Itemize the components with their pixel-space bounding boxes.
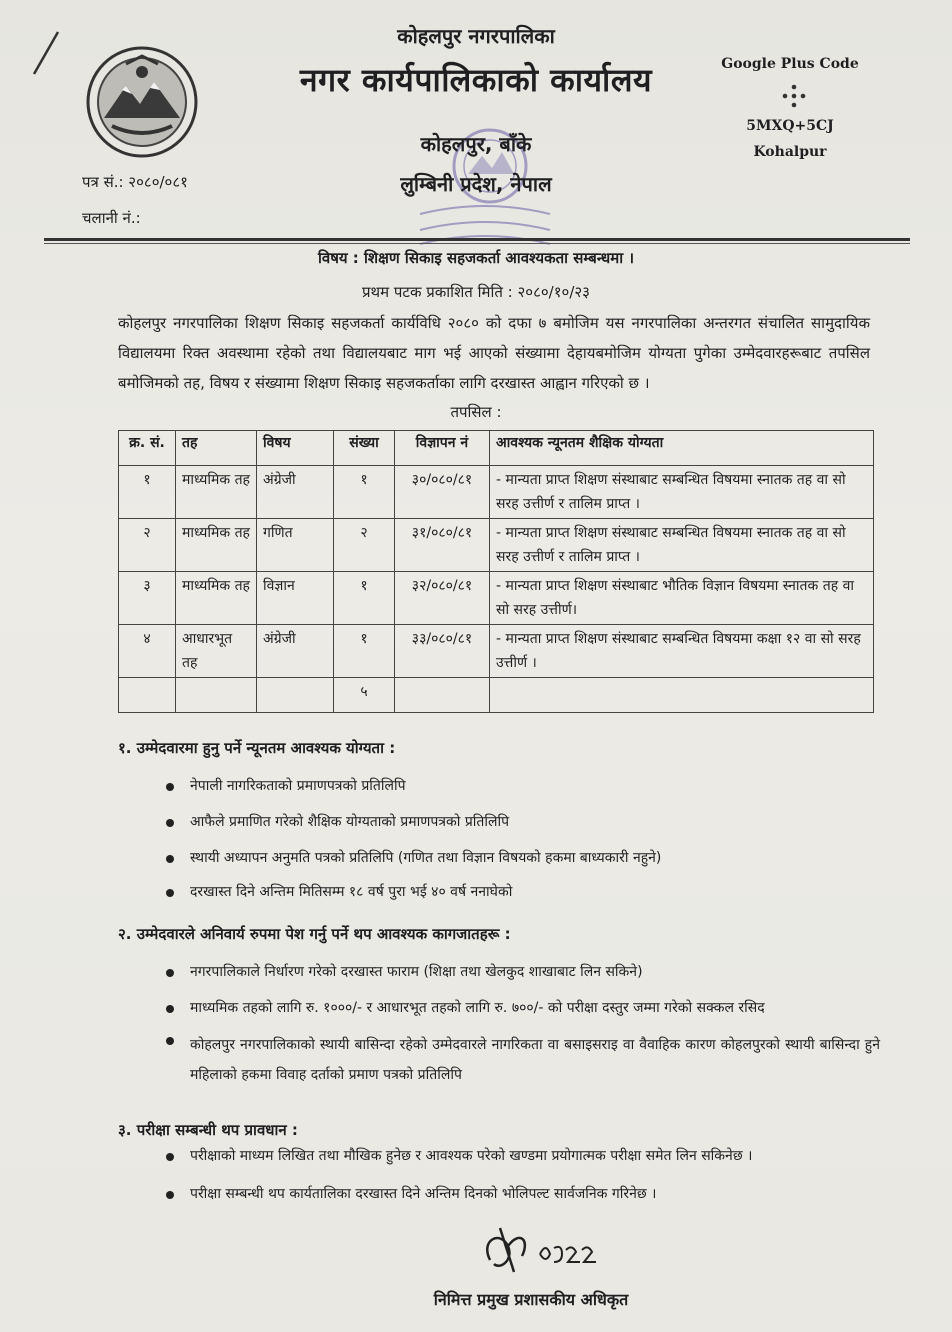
table-total-row bbox=[119, 678, 874, 713]
cell-adv-no: ३२/०८०/८१ bbox=[395, 572, 490, 625]
cell-level: माध्यमिक तह bbox=[176, 572, 257, 625]
signature-icon bbox=[470, 1220, 640, 1290]
address-line-1: कोहलपुर, बाँके bbox=[420, 132, 532, 156]
google-plus-code: 5MXQ+5CJ bbox=[746, 118, 834, 134]
office-title: नगर कार्यपालिकाको कार्यालय bbox=[299, 61, 653, 99]
table-row bbox=[119, 625, 874, 678]
total-count: ५ bbox=[334, 678, 395, 713]
cell-qualification: - मान्यता प्राप्त शिक्षण संस्थाबाट सम्बन्धित विषयमा स्नातक तह वा सो सरह उत्तीर्ण र तालिम प्राप्त । bbox=[490, 519, 874, 572]
list-item: आफैले प्रमाणित गरेको शैक्षिक योग्यताको प्रमाणपत्रको प्रतिलिपि bbox=[190, 812, 880, 831]
col-header-serial: क्र. सं. bbox=[119, 431, 176, 466]
cell-qualification: - मान्यता प्राप्त शिक्षण संस्थाबाट सम्बन्धित विषयमा कक्षा १२ वा सो सरह उत्तीर्ण । bbox=[490, 625, 874, 678]
cell-count: १ bbox=[334, 625, 395, 678]
col-header-level: तह bbox=[176, 431, 257, 466]
cell-count: १ bbox=[334, 572, 395, 625]
cell-adv-no: ३०/०८०/८१ bbox=[395, 466, 490, 519]
notice-subject: विषय : शिक्षण सिकाइ सहजकर्ता आवश्यकता सम्बन्धमा । bbox=[317, 249, 635, 267]
list-item: माध्यमिक तहको लागि रु. १०००/- र आधारभूत तहको लागि रु. ७००/- को परीक्षा दस्तुर जम्मा गरेको सक्कल रसिद bbox=[190, 998, 880, 1017]
section-title-exam: ३. परीक्षा सम्बन्धी थप प्रावधान : bbox=[118, 1121, 298, 1139]
cell-empty bbox=[257, 678, 334, 713]
col-header-count: संख्या bbox=[334, 431, 395, 466]
google-plus-label: Google Plus Code bbox=[721, 56, 859, 72]
list-item: नेपाली नागरिकताको प्रमाणपत्रको प्रतिलिपि bbox=[190, 776, 880, 795]
cell-empty bbox=[395, 678, 490, 713]
header-divider bbox=[44, 238, 910, 241]
cell-empty bbox=[176, 678, 257, 713]
vacancy-table bbox=[118, 430, 874, 713]
cell-serial: ४ bbox=[119, 625, 176, 678]
municipality-name: कोहलपुर नगरपालिका bbox=[397, 24, 555, 48]
first-published-date: प्रथम पटक प्रकाशित मिति : २०८०/१०/२३ bbox=[362, 283, 590, 301]
table-row bbox=[119, 519, 874, 572]
cell-subject: अंग्रेजी bbox=[257, 625, 334, 678]
dispatch-number: चलानी नं.: bbox=[82, 209, 141, 227]
reference-number: पत्र सं.: २०८०/०८१ bbox=[82, 173, 188, 191]
col-header-adv-no: विज्ञापन नं bbox=[395, 431, 490, 466]
cell-serial: ३ bbox=[119, 572, 176, 625]
list-item: नगरपालिकाले निर्धारण गरेको दरखास्त फाराम (शिक्षा तथा खेलकुद शाखाबाट लिन सकिने) bbox=[190, 962, 880, 981]
cell-level: माध्यमिक तह bbox=[176, 519, 257, 572]
google-plus-city: Kohalpur bbox=[753, 144, 827, 160]
section-title-qualifications: १. उम्मेदवारमा हुनु पर्ने न्यूनतम आवश्यक योग्यता : bbox=[118, 739, 396, 757]
cell-subject: विज्ञान bbox=[257, 572, 334, 625]
cell-level: माध्यमिक तह bbox=[176, 466, 257, 519]
cell-subject: गणित bbox=[257, 519, 334, 572]
col-header-qualification: आवश्यक न्यूनतम शैक्षिक योग्यता bbox=[490, 431, 874, 466]
cell-count: २ bbox=[334, 519, 395, 572]
table-row bbox=[119, 466, 874, 519]
cell-count: १ bbox=[334, 466, 395, 519]
plus-code-icon bbox=[782, 84, 806, 108]
list-item: परीक्षा सम्बन्धी थप कार्यतालिका दरखास्त दिने अन्तिम दिनको भोलिपल्ट सार्वजनिक गरिनेछ । bbox=[190, 1184, 880, 1203]
schedule-label: तपसिल : bbox=[450, 403, 502, 421]
cell-qualification: - मान्यता प्राप्त शिक्षण संस्थाबाट भौतिक विज्ञान विषयमा स्नातक तह वा सो सरह उत्तीर्ण। bbox=[490, 572, 874, 625]
list-item: परीक्षाको माध्यम लिखित तथा मौखिक हुनेछ र आवश्यक परेको खण्डमा प्रयोगात्मक परीक्षा समेत लिन सकिनेछ । bbox=[190, 1146, 880, 1165]
list-item: कोहलपुर नगरपालिकाको स्थायी बासिन्दा रहेको उम्मेदवारले नागरिकता वा बसाइसराइ वा वैवाहिक कारण कोहलपुरको स्थायी बासिन्दा हुने महिलाको हकमा विवाह दर्ताको प्रमाण पत्रको प्रतिलिपि bbox=[190, 1030, 880, 1090]
table-row bbox=[119, 572, 874, 625]
cell-adv-no: ३३/०८०/८१ bbox=[395, 625, 490, 678]
cell-serial: २ bbox=[119, 519, 176, 572]
list-item: स्थायी अध्यापन अनुमति पत्रको प्रतिलिपि (गणित तथा विज्ञान विषयको हकमा बाध्यकारी नहुने) bbox=[190, 848, 880, 867]
notice-paragraph: कोहलपुर नगरपालिका शिक्षण सिकाइ सहजकर्ता कार्यविधि २०८० को दफा ७ बमोजिम यस नगरपालिका अन्तरगत संचालित सामुदायिक विद्यालयमा रिक्त अवस्थामा रहेको तथा विद्यालयबाट माग भई आएको संख्यामा देहायबमोजिम योग्यता पुगेका उम्मेदवारहरूबाट तपसिल बमोजिमको तह, विषय र संख्यामा शिक्षण सिकाइ सहजकर्ताका लागि दरखास्त आह्वान गरिएको छ । bbox=[118, 314, 870, 392]
cell-serial: १ bbox=[119, 466, 176, 519]
address-line-2: लुम्बिनी प्रदेश, नेपाल bbox=[400, 172, 552, 196]
cell-empty bbox=[490, 678, 874, 713]
header-divider-thin bbox=[44, 243, 910, 244]
signatory-designation: निमित्त प्रमुख प्रशासकीय अधिकृत bbox=[433, 1290, 629, 1309]
section-title-documents: २. उम्मेदवारले अनिवार्य रुपमा पेश गर्नु पर्ने थप आवश्यक कागजातहरू : bbox=[118, 925, 511, 943]
col-header-subject: विषय bbox=[257, 431, 334, 466]
cell-adv-no: ३१/०८०/८१ bbox=[395, 519, 490, 572]
cell-qualification: - मान्यता प्राप्त शिक्षण संस्थाबाट सम्बन्धित विषयमा स्नातक तह वा सो सरह उत्तीर्ण र तालिम प्राप्त । bbox=[490, 466, 874, 519]
cell-subject: अंग्रेजी bbox=[257, 466, 334, 519]
cell-empty bbox=[119, 678, 176, 713]
cell-level: आधारभूत तह bbox=[176, 625, 257, 678]
table-header-row bbox=[119, 431, 874, 466]
list-item: दरखास्त दिने अन्तिम मितिसम्म १८ वर्ष पुरा भई ४० वर्ष ननाघेको bbox=[190, 882, 880, 901]
